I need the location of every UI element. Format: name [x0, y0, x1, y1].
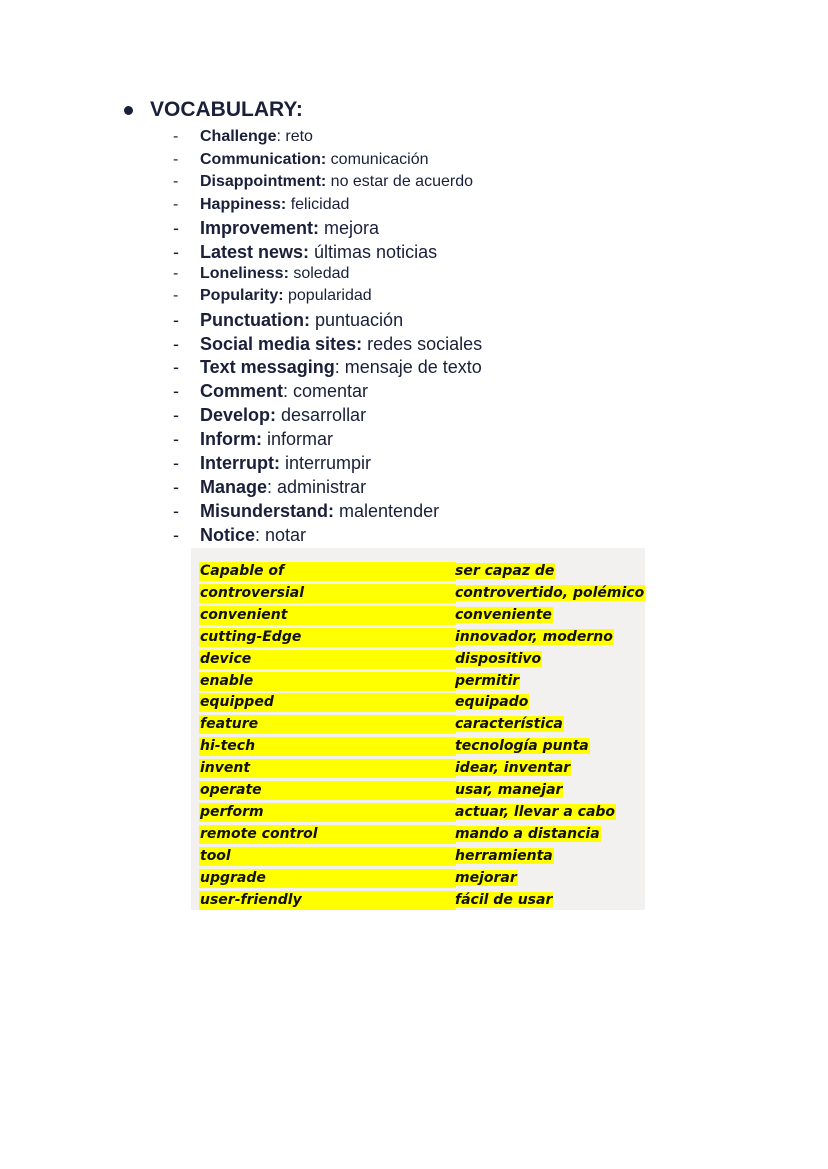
spanish-translation: mando a distancia — [455, 825, 600, 842]
english-term: upgrade — [199, 869, 456, 888]
table-row — [191, 891, 645, 912]
vocab-translation: popularidad — [283, 287, 372, 304]
table-row — [191, 847, 645, 868]
vocab-item — [173, 357, 482, 378]
dash-marker: - — [173, 525, 179, 545]
dash-marker: - — [173, 405, 179, 425]
vocab-item — [173, 196, 349, 214]
spanish-translation: permitir — [455, 672, 520, 689]
vocab-term: Improvement: — [200, 218, 320, 238]
vocab-term: Social media sites: — [200, 334, 363, 354]
vocab-translation: : administrar — [267, 477, 367, 497]
vocab-translation: : mensaje de texto — [334, 357, 482, 377]
english-term: remote control — [199, 825, 456, 844]
vocab-translation: : notar — [255, 525, 307, 545]
vocab-translation: desarrollar — [276, 405, 367, 425]
spanish-translation: tecnología punta — [455, 738, 589, 755]
english-term: hi-tech — [199, 737, 456, 756]
english-term: enable — [199, 672, 456, 691]
table-row — [191, 628, 645, 649]
dash-marker: - — [173, 265, 179, 282]
vocab-term: Misunderstand: — [200, 501, 335, 521]
vocab-item — [173, 453, 371, 474]
vocab-term: Loneliness: — [200, 265, 289, 282]
english-term: equipped — [199, 693, 456, 712]
vocab-item — [173, 242, 437, 263]
vocab-item — [173, 218, 379, 239]
vocab-term: Latest news: — [200, 242, 310, 262]
heading-text: VOCABULARY: — [150, 98, 303, 121]
vocab-term: Happiness: — [200, 196, 287, 213]
english-term: perform — [199, 803, 456, 822]
vocab-item — [173, 151, 429, 169]
vocab-translation: : comentar — [283, 381, 369, 401]
spanish-translation: herramienta — [455, 847, 553, 864]
vocab-item — [173, 381, 368, 402]
dash-marker: - — [173, 453, 179, 473]
english-term: controversial — [199, 584, 456, 603]
spanish-translation: equipado — [455, 694, 529, 711]
dash-marker: - — [173, 242, 179, 262]
dash-marker: - — [173, 334, 179, 354]
spanish-translation: usar, manejar — [455, 782, 563, 798]
vocab-term: Text messaging — [200, 357, 335, 377]
dash-marker: - — [173, 218, 179, 238]
dash-marker: - — [173, 381, 179, 401]
vocab-item — [173, 405, 366, 426]
vocab-item — [173, 265, 349, 283]
vocab-item — [173, 128, 313, 146]
vocab-translation: interrumpir — [280, 453, 372, 473]
vocab-translation: mejora — [319, 218, 380, 238]
english-term: operate — [199, 781, 456, 800]
spanish-translation: ser capaz de — [455, 563, 555, 579]
vocab-item — [173, 173, 473, 191]
dash-marker: - — [173, 196, 179, 213]
english-term: Capable of — [199, 562, 456, 581]
spanish-translation: dispositivo — [455, 650, 542, 667]
table-row — [191, 715, 645, 736]
dash-marker: - — [173, 173, 179, 190]
vocab-translation: puntuación — [310, 310, 404, 330]
vocab-item — [173, 477, 366, 498]
vocab-item — [173, 429, 333, 450]
vocab-term: Comment — [200, 381, 284, 401]
vocab-term: Disappointment: — [200, 173, 327, 190]
vocab-term: Develop: — [200, 405, 277, 425]
spanish-translation: innovador, moderno — [455, 628, 613, 645]
dash-marker: - — [173, 357, 179, 377]
vocab-translation: informar — [262, 429, 334, 449]
vocabulary-table — [191, 548, 645, 910]
vocab-term: Manage — [200, 477, 268, 497]
table-row — [191, 650, 645, 671]
vocab-translation: últimas noticias — [309, 242, 438, 262]
bullet-icon — [124, 106, 133, 115]
vocab-translation: comunicación — [326, 151, 429, 168]
table-row — [191, 737, 645, 758]
vocab-translation: felicidad — [286, 196, 350, 213]
dash-marker: - — [173, 287, 179, 304]
table-row — [191, 693, 645, 714]
table-row — [191, 781, 645, 802]
vocab-item — [173, 287, 372, 305]
vocab-translation: malentender — [334, 501, 440, 521]
vocab-item — [173, 310, 403, 331]
table-row — [191, 759, 645, 780]
table-row — [191, 562, 645, 583]
english-term: invent — [199, 759, 456, 778]
table-row — [191, 584, 645, 605]
english-term: feature — [199, 715, 456, 734]
table-row — [191, 672, 645, 693]
spanish-translation: característica — [455, 716, 563, 733]
spanish-translation: conveniente — [455, 606, 552, 623]
english-term: device — [199, 650, 456, 669]
vocab-item — [173, 334, 482, 355]
vocab-translation: no estar de acuerdo — [326, 173, 473, 190]
spanish-translation: idear, inventar — [455, 760, 571, 777]
dash-marker: - — [173, 128, 179, 145]
vocab-item — [173, 501, 439, 522]
vocab-term: Notice — [200, 525, 256, 545]
vocab-term: Interrupt: — [200, 453, 280, 473]
english-term: convenient — [199, 606, 456, 625]
vocab-translation: : reto — [276, 128, 313, 145]
dash-marker: - — [173, 151, 179, 168]
vocab-translation: redes sociales — [362, 334, 483, 354]
english-term: cutting-Edge — [199, 628, 456, 647]
vocab-term: Popularity: — [200, 287, 284, 304]
vocab-term: Challenge — [200, 128, 277, 145]
spanish-translation: actuar, llevar a cabo — [455, 803, 616, 820]
english-term: user-friendly — [199, 891, 456, 910]
vocab-item — [173, 525, 306, 546]
table-row — [191, 869, 645, 890]
vocab-term: Inform: — [200, 429, 262, 449]
dash-marker: - — [173, 501, 179, 521]
section-heading — [124, 98, 303, 122]
dash-marker: - — [173, 429, 179, 449]
dash-marker: - — [173, 477, 179, 497]
table-row — [191, 803, 645, 824]
spanish-translation: controvertido, polémico — [455, 584, 645, 601]
spanish-translation: fácil de usar — [455, 891, 553, 908]
vocab-term: Communication: — [200, 151, 327, 168]
dash-marker: - — [173, 310, 179, 330]
table-row — [191, 606, 645, 627]
spanish-translation: mejorar — [455, 869, 517, 886]
english-term: tool — [199, 847, 456, 866]
vocab-term: Punctuation: — [200, 310, 310, 330]
vocab-translation: soledad — [288, 265, 350, 282]
table-row — [191, 825, 645, 846]
